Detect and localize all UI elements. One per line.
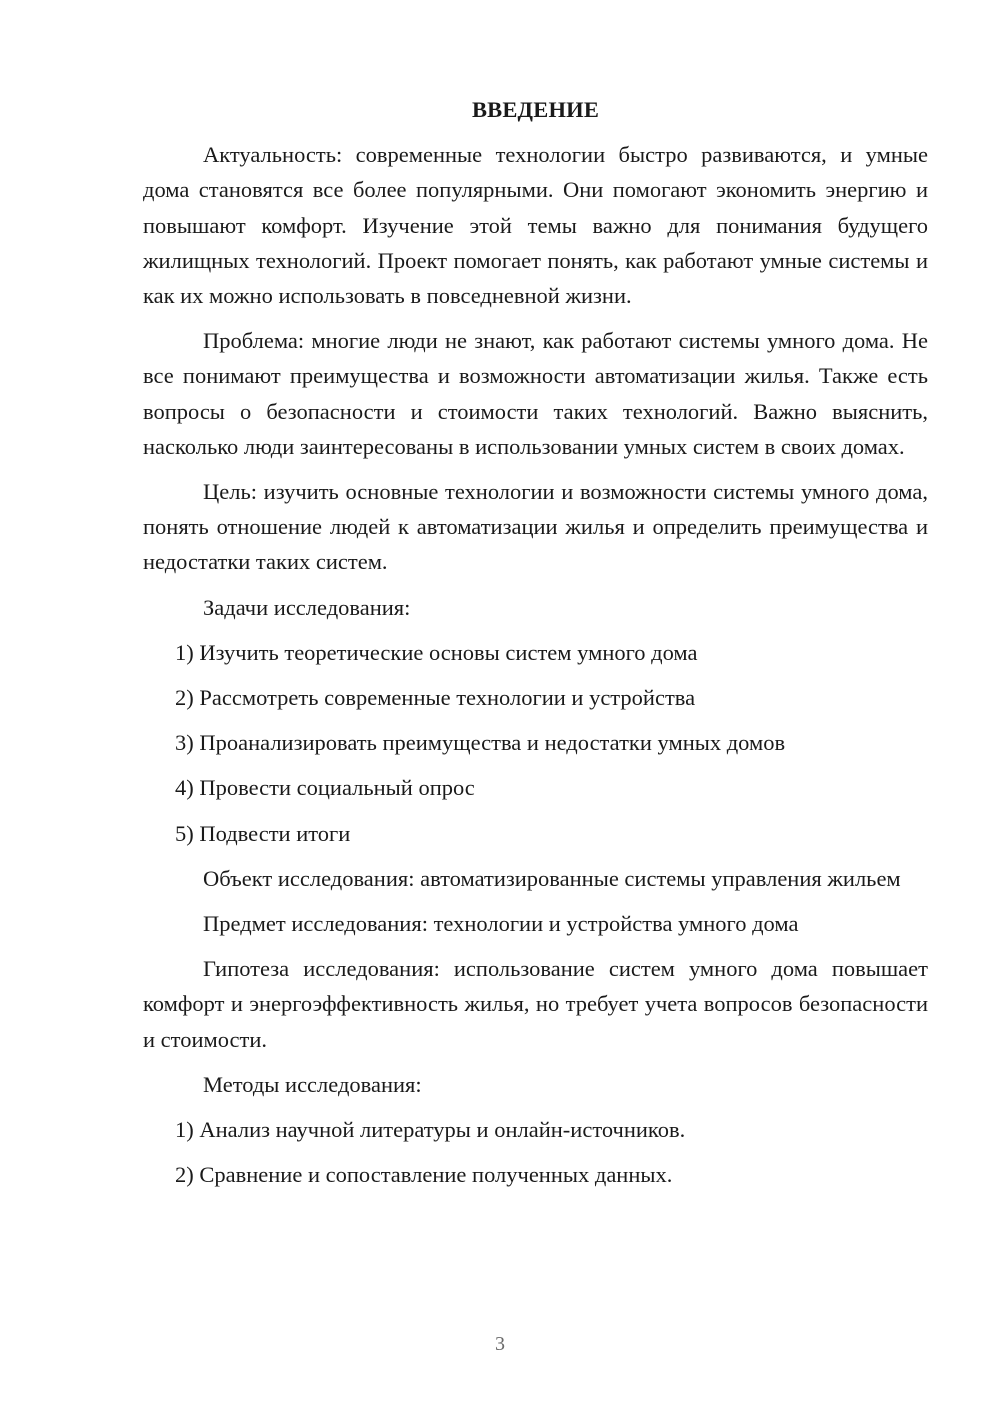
task-item-3: 3) Проанализировать преимущества и недостатки умных домов [175,730,786,756]
method-item-2: 2) Сравнение и сопоставление полученных данных. [175,1162,673,1188]
methods-list [143,1112,928,1192]
task-item-5: 5) Подвести итоги [175,820,351,846]
relevance-paragraph: Актуальность: современные технологии быстро развиваются, и умные дома становятся все более популярными. Они помогают экономить энергию и повышают комфорт. Изучение этой темы важно для понимания будущего жилищных технологий. Проект помогает понять, как работают умные системы и как их можно использовать в повседневной жизни. [143,142,928,309]
hypothesis-paragraph: Гипотеза исследования: использование систем умного дома повышает комфорт и энергоэффективность жилья, но требует учета вопросов безопасности и стоимости. [143,956,928,1052]
task-item-1: 1) Изучить теоретические основы систем умного дома [175,639,698,665]
method-item-1: 1) Анализ научной литературы и онлайн-источников. [175,1117,686,1143]
tasks-heading: Задачи исследования: [203,594,411,620]
tasks-list [143,635,928,851]
section-title: ВВЕДЕНИЕ [471,97,600,122]
goal-paragraph: Цель: изучить основные технологии и возможности системы умного дома, понять отношение людей к автоматизации жилья и определить преимущества и недостатки таких систем. [143,479,928,575]
problem-paragraph: Проблема: многие люди не знают, как работают системы умного дома. Не все понимают преимущества и возможности автоматизации жилья. Также есть вопросы о безопасности и стоимости таких технологий. Важно выяснить, насколько люди заинтересованы в использовании умных систем в своих домах. [143,328,928,459]
object-paragraph: Объект исследования: автоматизированные системы управления жильем [203,865,901,891]
subject-paragraph: Предмет исследования: технологии и устройства умного дома [203,911,799,937]
task-item-2: 2) Рассмотреть современные технологии и устройства [175,685,696,711]
methods-heading: Методы исследования: [203,1071,422,1097]
page-number: 3 [495,1333,505,1355]
page-content [143,92,928,1202]
task-item-4: 4) Провести социальный опрос [175,775,475,801]
